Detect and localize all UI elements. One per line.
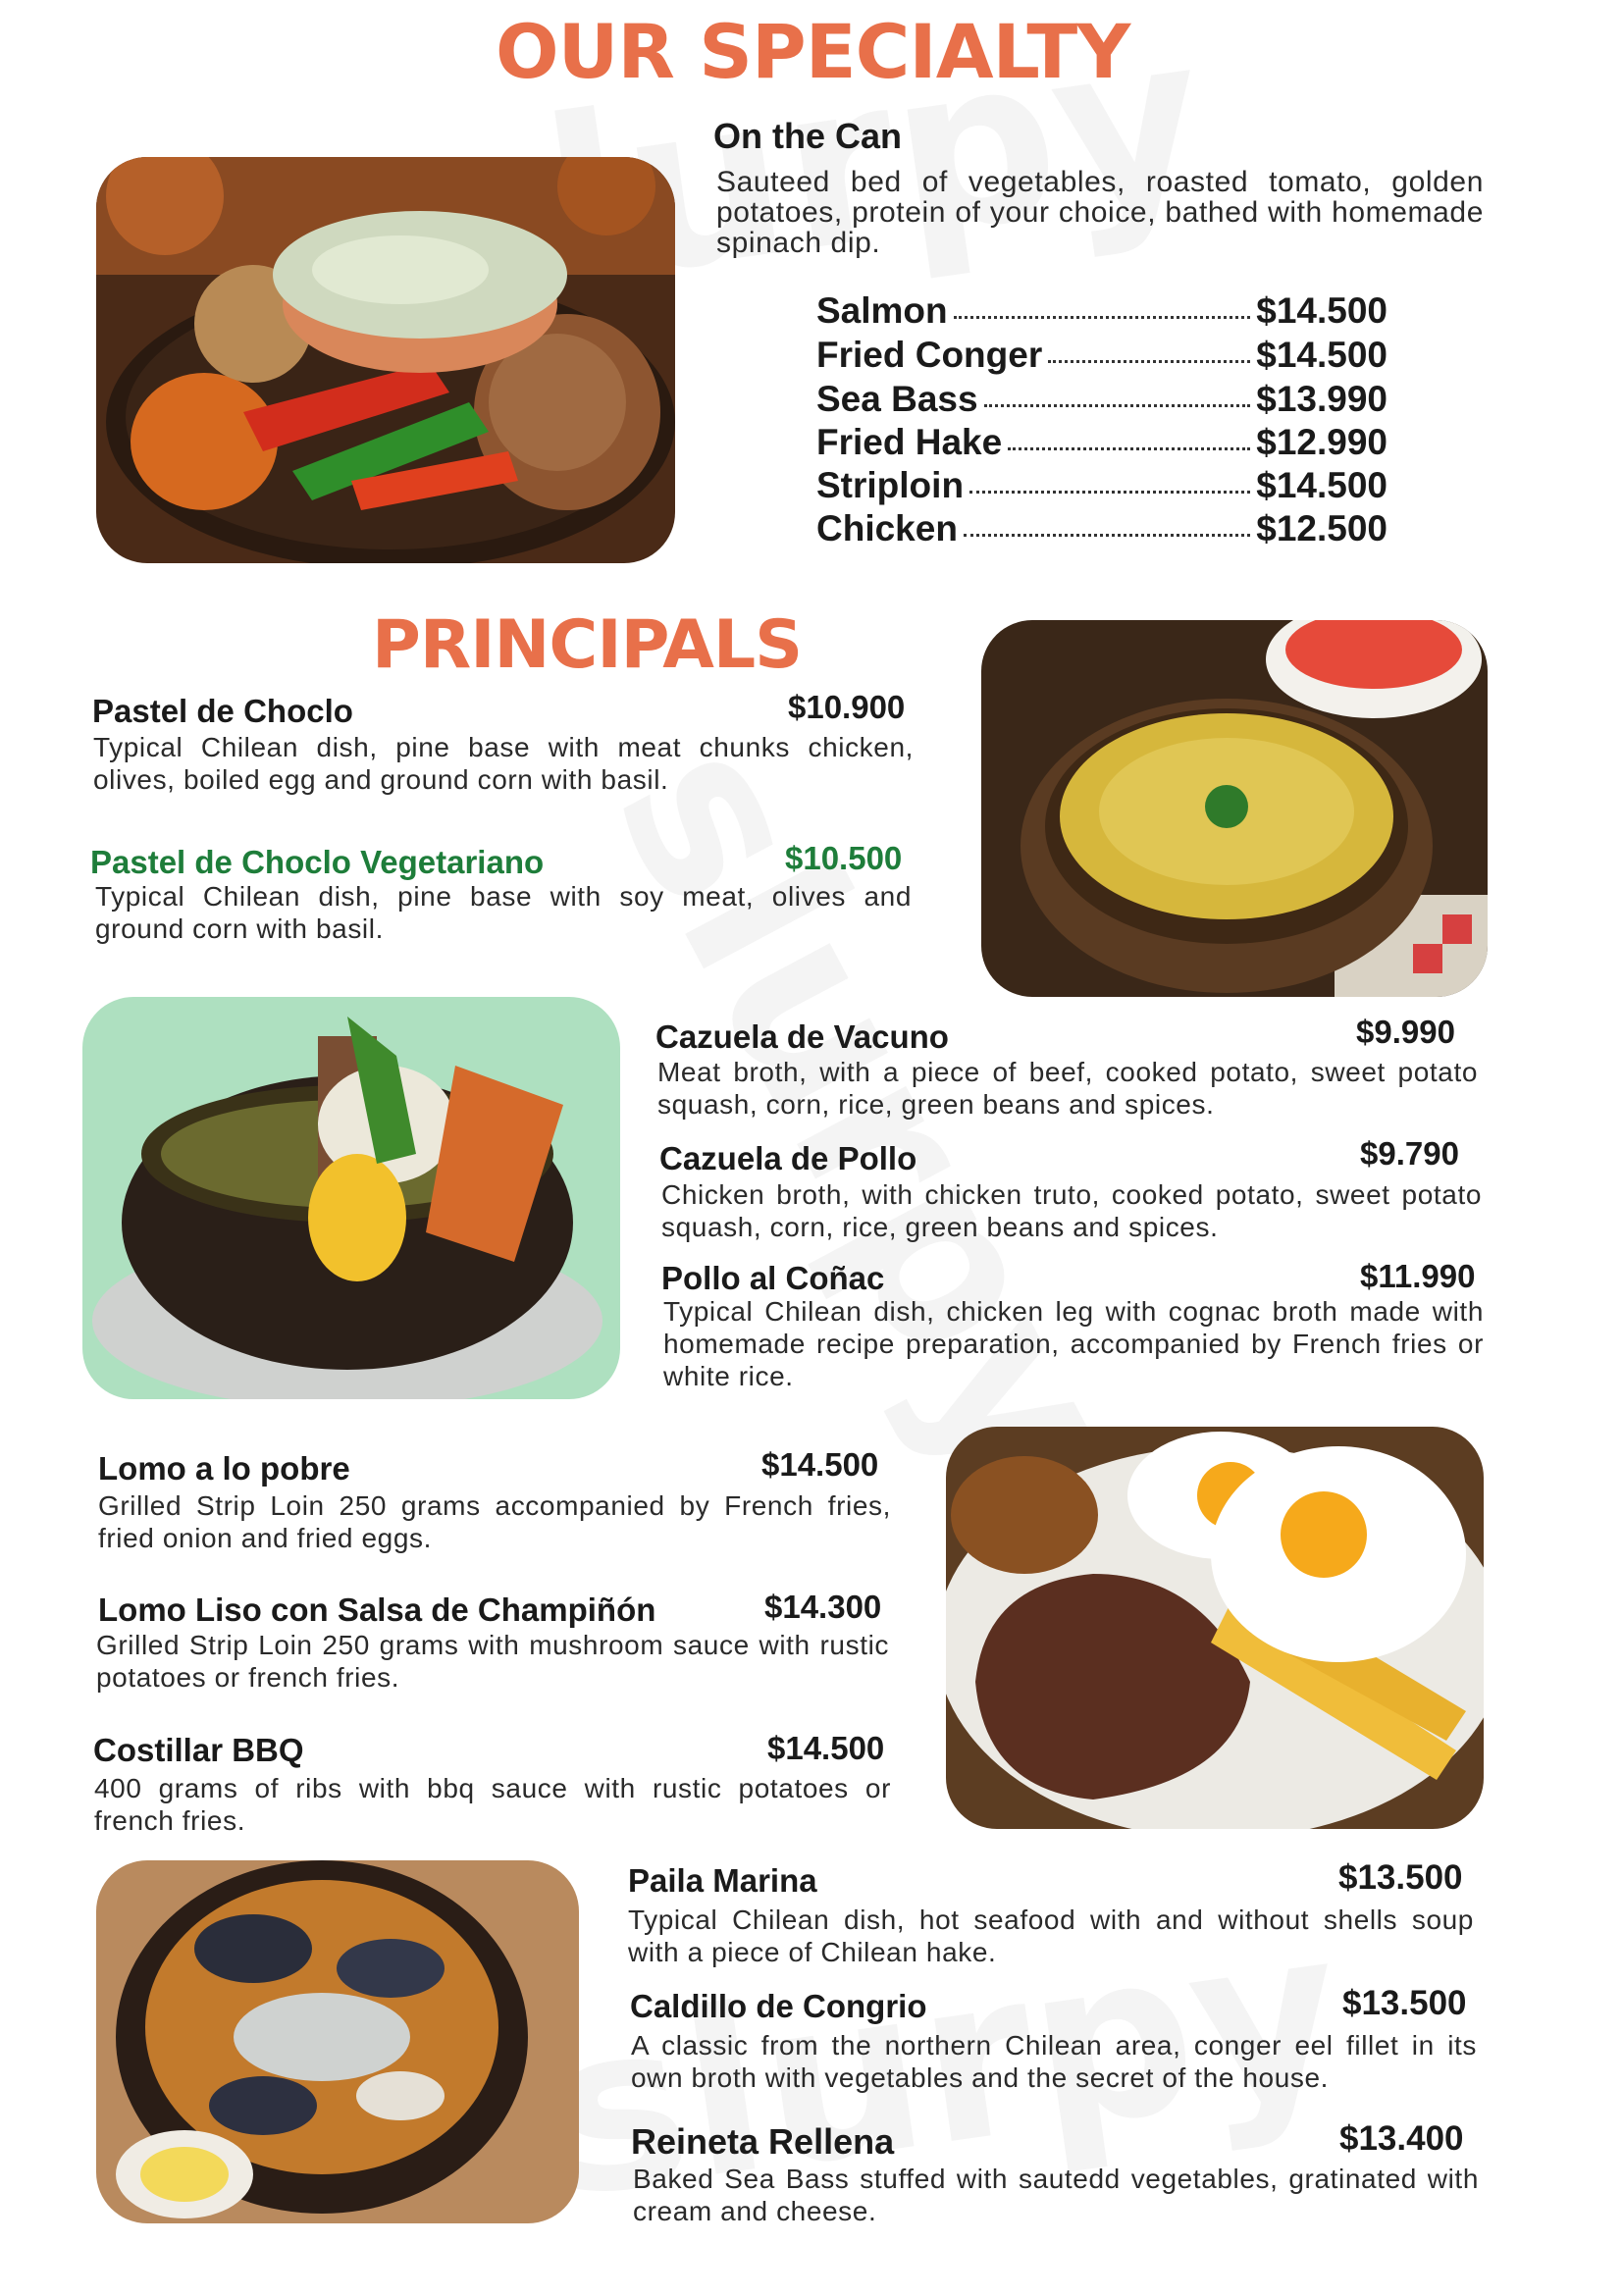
dish-description: Typical Chilean dish, pine base with soy meat, olives and ground corn with basil. [95, 881, 912, 944]
dish-description: Grilled Strip Loin 250 grams accompanied by French fries, fried onion and fried eggs. [98, 1490, 891, 1553]
paila-marina-photo [96, 1860, 579, 2223]
dish-description: Typical Chilean dish, hot seafood with and without shells soup with a piece of Chilean hake. [628, 1905, 1474, 1967]
dish-price: $9.790 [1360, 1135, 1459, 1172]
dish-name: Paila Marina [628, 1862, 817, 1899]
dot-leader [964, 534, 1250, 537]
specialty-option-name: Striploin [816, 465, 965, 505]
dish-price: $13.500 [1338, 1858, 1463, 1897]
dish-price: $14.300 [764, 1589, 882, 1625]
specialty-option [816, 422, 1387, 465]
specialty-dish-photo [96, 157, 675, 563]
dish-name: Caldillo de Congrio [630, 1988, 927, 2024]
specialty-option-price: $13.990 [1256, 379, 1387, 419]
specialty-option-name: Sea Bass [816, 379, 978, 419]
specialty-option [816, 508, 1387, 551]
dish-description: Baked Sea Bass stuffed with sautedd vegetables, gratinated with cream and cheese. [633, 2164, 1479, 2226]
specialty-option-price: $14.500 [1256, 290, 1387, 331]
specialty-option-price: $12.500 [1256, 508, 1387, 548]
specialty-option-name: Fried Hake [816, 422, 1003, 462]
specialty-option-price: $14.500 [1256, 465, 1387, 505]
dish-description: Typical Chilean dish, pine base with meat chunks chicken, olives, boiled egg and ground corn with basil. [93, 732, 914, 795]
dish-price: $9.990 [1356, 1014, 1455, 1050]
dot-leader [984, 404, 1251, 407]
specialty-option-price: $14.500 [1256, 335, 1387, 375]
dish-price: $14.500 [767, 1730, 885, 1766]
dish-name: Costillar BBQ [93, 1732, 304, 1768]
dish-name-vegetarian: Pastel de Choclo Vegetariano [90, 844, 545, 880]
dish-name: Cazuela de Pollo [659, 1140, 917, 1176]
specialty-option [816, 335, 1387, 378]
dish-description: A classic from the northern Chilean area, conger eel fillet in its own broth with vegetables and the secret of the house. [631, 2030, 1477, 2093]
specialty-option [816, 465, 1387, 508]
dish-description: Grilled Strip Loin 250 grams with mushroom sauce with rustic potatoes or french fries. [96, 1630, 889, 1693]
dish-price: $11.990 [1360, 1258, 1476, 1294]
dish-description: 400 grams of ribs with bbq sauce with rustic potatoes or french fries. [94, 1773, 891, 1836]
specialty-title: OUR SPECIALTY [496, 8, 1130, 95]
dot-leader [1048, 360, 1250, 363]
specialty-dish-description: Sauteed bed of vegetables, roasted tomato, golden potatoes, protein of your choice, bathed with homemade spinach dip. [716, 166, 1484, 259]
dish-description: Typical Chilean dish, chicken leg with cognac broth made with homemade recipe preparation, accompanied by French fries or white rice. [663, 1296, 1484, 1391]
cazuela-photo [82, 997, 620, 1399]
lomo-a-lo-pobre-photo [946, 1427, 1484, 1829]
dish-price: $14.500 [761, 1446, 879, 1483]
principals-title: PRINCIPALS [372, 606, 803, 684]
dish-description: Meat broth, with a piece of beef, cooked potato, sweet potato squash, corn, rice, green beans and spices. [657, 1057, 1478, 1120]
specialty-dish-name: On the Can [713, 116, 903, 156]
dish-price-vegetarian: $10.500 [785, 840, 903, 876]
pastel-de-choclo-photo [981, 620, 1488, 997]
dish-name: Pastel de Choclo [92, 693, 353, 729]
dot-leader [954, 316, 1251, 319]
dot-leader [1008, 447, 1250, 450]
dish-price: $13.400 [1339, 2119, 1464, 2158]
specialty-option-price: $12.990 [1256, 422, 1387, 462]
dish-name: Cazuela de Vacuno [655, 1018, 949, 1055]
dish-description: Chicken broth, with chicken truto, cooked potato, sweet potato squash, corn, rice, green beans and spices. [661, 1179, 1482, 1242]
dish-price: $13.500 [1342, 1984, 1467, 2022]
specialty-option-name: Chicken [816, 508, 958, 548]
specialty-option [816, 290, 1387, 334]
dish-price: $10.900 [788, 689, 906, 725]
specialty-option-name: Fried Conger [816, 335, 1043, 375]
dish-name: Lomo a lo pobre [98, 1450, 350, 1487]
specialty-option-name: Salmon [816, 290, 948, 331]
specialty-option [816, 379, 1387, 422]
dot-leader [969, 491, 1250, 494]
dish-name: Lomo Liso con Salsa de Champiñón [98, 1592, 656, 1628]
dish-name: Reineta Rellena [631, 2121, 895, 2162]
dish-name: Pollo al Coñac [661, 1260, 885, 1296]
